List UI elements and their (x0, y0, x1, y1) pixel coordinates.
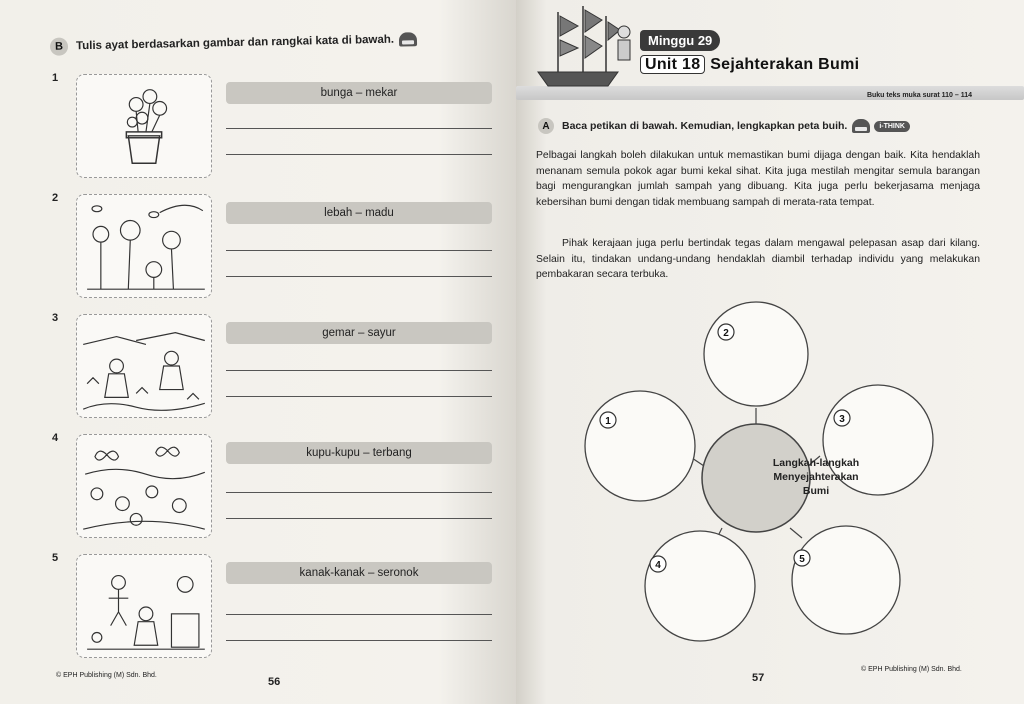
bubble-number: 5 (799, 554, 805, 565)
kbat-icon (399, 32, 417, 46)
section-b-header (50, 30, 417, 56)
center-bubble-label (762, 456, 870, 498)
flower-pot-illustration (76, 74, 212, 178)
item-number: 1 (52, 72, 59, 84)
instruction-text: Tulis ayat berdasarkan gambar dan rangkai kata di bawah. (75, 33, 395, 53)
unit-title (640, 56, 859, 74)
section-a-header (538, 118, 910, 134)
passage-paragraph-2: Pihak kerajaan juga perlu bertindak tegas dalam mengawal pelepasan asap dari kilang. Selain itu, tindakan undang-undang hendaklah diambil terhadap individu yang melakukan pembakaran secara terbuka. (536, 238, 980, 280)
bubble-number: 2 (723, 328, 729, 339)
center-label-line: Menyejahterakan (773, 471, 859, 483)
word-pair-bar: bunga – mekar (226, 82, 492, 104)
word-pair-bar: kanak-kanak – seronok (226, 562, 492, 584)
kbat-icon (852, 119, 870, 133)
publisher-footer: © EPH Publishing (M) Sdn. Bhd. (861, 666, 962, 673)
answer-line[interactable] (226, 276, 492, 277)
answer-bubble-4 (645, 531, 755, 641)
unit-banner (516, 0, 1024, 108)
item-number: 2 (52, 192, 59, 204)
textbook-reference: Buku teks muka surat 110 – 114 (866, 92, 972, 99)
exercise-item (52, 432, 502, 542)
bubble-number: 3 (839, 414, 845, 425)
bubble-number: 1 (605, 416, 611, 427)
page-number: 56 (268, 676, 281, 688)
answer-bubble-2 (704, 302, 808, 406)
bubble-number: 4 (655, 560, 661, 571)
passage-paragraph-1: Pelbagai langkah boleh dilakukan untuk memastikan bumi dijaga dengan baik. Kita hendaklah menanam semula pokok agar bumi kekal sihat. Kita juga mestilah mengitar semula barangan bagi mengurangkan jumlah sampah yang dibuang. Kita juga perlu bekerjasama menjaga kebersihan bumi dengan tidak membuang sampah di merata-rata tempat. (536, 150, 980, 208)
word-pair-bar: kupu-kupu – terbang (226, 442, 492, 464)
section-badge: B (50, 37, 68, 55)
exercise-item (52, 192, 502, 302)
week-tag: Minggu 29 (640, 30, 720, 51)
instruction-text: Baca petikan di bawah. Kemudian, lengkapkan peta buih. (562, 120, 848, 132)
answer-line[interactable] (226, 370, 492, 371)
answer-line[interactable] (226, 250, 492, 251)
answer-line[interactable] (226, 614, 492, 615)
section-badge: A (538, 118, 554, 134)
item-number: 5 (52, 552, 59, 564)
answer-line[interactable] (226, 128, 492, 129)
unit-name: Sejahterakan Bumi (710, 56, 860, 73)
butterflies-garden-illustration (76, 434, 212, 538)
bees-flowers-illustration (76, 194, 212, 298)
answer-line[interactable] (226, 154, 492, 155)
vegetable-garden-illustration (76, 314, 212, 418)
answer-line[interactable] (226, 396, 492, 397)
ithink-badge: i-THINK (874, 121, 910, 132)
answer-line[interactable] (226, 492, 492, 493)
word-pair-bar: lebah – madu (226, 202, 492, 224)
connector-line (790, 528, 802, 538)
children-playing-illustration (76, 554, 212, 658)
center-label-line: Langkah-langkah (772, 457, 860, 469)
publisher-footer: © EPH Publishing (M) Sdn. Bhd. (56, 672, 157, 679)
item-number: 4 (52, 432, 59, 444)
pirate-ship-icon (528, 2, 638, 92)
page-number: 57 (752, 672, 765, 684)
answer-line[interactable] (226, 640, 492, 641)
center-label-line: Bumi (802, 485, 830, 497)
word-pair-bar: gemar – sayur (226, 322, 492, 344)
item-number: 3 (52, 312, 59, 324)
exercise-item (52, 312, 502, 422)
answer-bubble-1 (585, 391, 695, 501)
answer-line[interactable] (226, 518, 492, 519)
answer-bubble-5 (792, 526, 900, 634)
unit-label: Unit 18 (640, 55, 705, 74)
exercise-item (52, 72, 502, 182)
exercise-item (52, 552, 502, 662)
bubble-map (576, 296, 996, 656)
right-page (516, 0, 1024, 704)
